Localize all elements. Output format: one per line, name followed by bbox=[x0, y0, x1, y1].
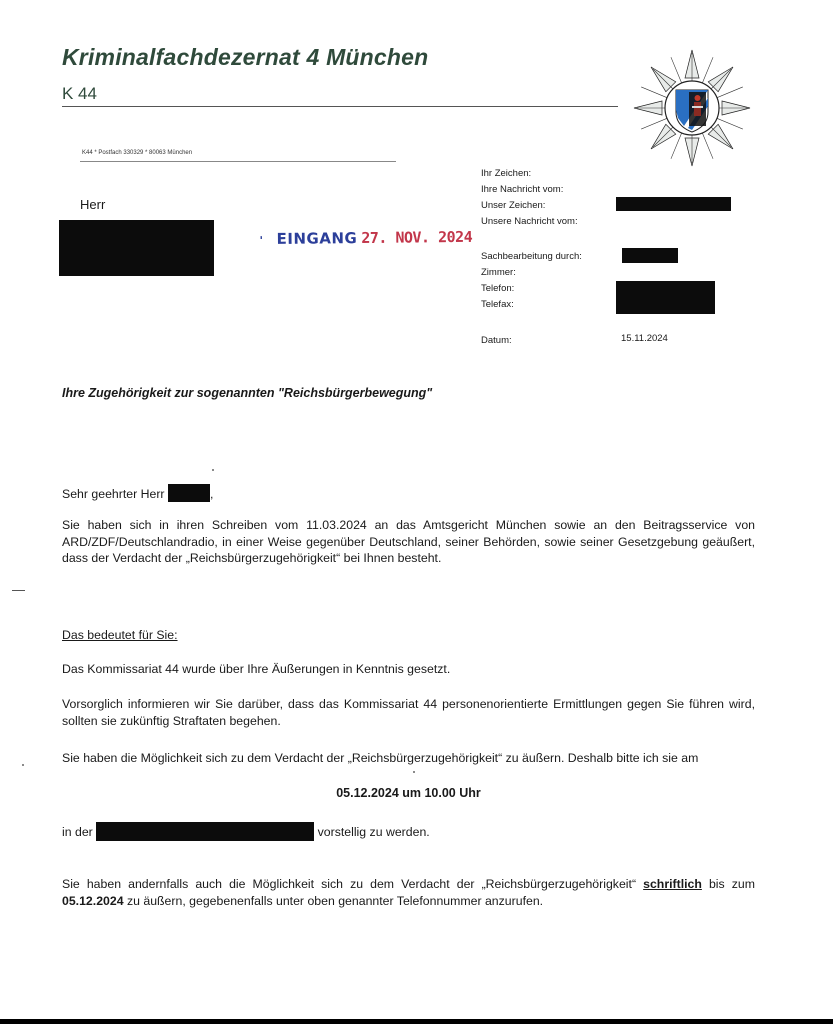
paragraph-allegation: Sie haben sich in ihren Schreiben vom 11.03.2024 an das Amtsgericht München sowie an den Beitragsservice von ARD/ZDF/Deutschlandradio, in einer Weise gegenüber Deutschland, seiner Behörden, sowie seiner Gesetzgebung geäußert, dass der Verdacht der „Reichsbürgerzugehörigkeit“ bei Ihnen besteht. bbox=[62, 518, 755, 565]
para5-date: 05.12.2024 bbox=[62, 893, 124, 908]
sender-rule bbox=[80, 161, 396, 162]
received-stamp bbox=[258, 228, 472, 248]
greeting-name-redaction bbox=[168, 484, 210, 502]
location-prefix: in der bbox=[62, 825, 93, 839]
location-redaction bbox=[96, 822, 314, 841]
ref-telefon-redaction bbox=[616, 281, 715, 314]
letter-subject: Ihre Zugehörigkeit zur sogenannten "Reichsbürgerbewegung" bbox=[62, 386, 433, 400]
ref-label-unser-zeichen: Unser Zeichen: bbox=[481, 200, 546, 211]
paragraph-notified: Das Kommissariat 44 wurde über Ihre Äußerungen in Kenntnis gesetzt. bbox=[62, 662, 451, 676]
scan-speck bbox=[413, 771, 415, 773]
ref-label-ihr-zeichen: Ihr Zeichen: bbox=[481, 168, 532, 179]
scan-speck bbox=[212, 469, 214, 471]
ref-label-telefax: Telefax: bbox=[481, 299, 514, 310]
org-unit: K 44 bbox=[62, 84, 97, 103]
paragraph-written-option bbox=[62, 876, 755, 909]
police-star-badge-icon bbox=[628, 46, 756, 168]
para5-part3: zu äußern, gegebenenfalls unter oben genannter Telefonnummer anzurufen. bbox=[126, 893, 544, 908]
scan-speck bbox=[22, 764, 24, 766]
recipient-salutation: Herr bbox=[80, 197, 106, 212]
ref-label-unsere-nachricht: Unsere Nachricht vom: bbox=[481, 216, 578, 227]
letter-greeting bbox=[62, 484, 755, 503]
ref-label-datum: Datum: bbox=[481, 335, 512, 346]
para5-part1: Sie haben andernfalls auch die Möglichkeit sich zu dem Verdacht der „Reichsbürgerzugehörigkeit“ bbox=[62, 877, 637, 891]
location-line bbox=[62, 822, 755, 841]
recipient-address-redaction bbox=[59, 220, 214, 276]
ref-label-zimmer: Zimmer: bbox=[481, 267, 516, 278]
ref-label-ihre-nachricht: Ihre Nachricht vom: bbox=[481, 184, 564, 195]
paragraph-statement-option: Sie haben die Möglichkeit sich zu dem Verdacht der „Reichsbürgerzugehörigkeit“ zu äußern. Deshalb bitte ich sie am bbox=[62, 751, 699, 765]
header-rule bbox=[62, 106, 618, 107]
greeting-comma: , bbox=[209, 487, 214, 501]
greeting-text: Sehr geehrter Herr bbox=[62, 487, 165, 501]
scan-margin-mark bbox=[12, 590, 25, 591]
para5-part2: bis zum bbox=[708, 877, 755, 891]
ref-unser-zeichen-redaction bbox=[616, 197, 731, 211]
org-title: Kriminalfachdezernat 4 München bbox=[62, 44, 429, 70]
para5-emphasis: schriftlich bbox=[643, 877, 702, 891]
section-heading: Das bedeutet für Sie: bbox=[62, 628, 178, 642]
ref-date-value: 15.11.2024 bbox=[621, 333, 668, 344]
sender-address-line: K44 * Postfach 330329 * 80063 München bbox=[82, 150, 193, 156]
stamp-date: 27. NOV. 2024 bbox=[361, 227, 473, 248]
ref-sachbearbeitung-redaction bbox=[622, 248, 678, 263]
scan-bottom-edge bbox=[0, 1019, 833, 1024]
ref-label-telefon: Telefon: bbox=[481, 283, 515, 294]
stamp-tick: ' bbox=[257, 234, 265, 248]
ref-label-sachbearbeitung: Sachbearbeitung durch: bbox=[481, 251, 582, 262]
appointment-datetime: 05.12.2024 um 10.00 Uhr bbox=[336, 786, 481, 800]
paragraph-investigation: Vorsorglich informieren wir Sie darüber, dass das Kommissariat 44 personenorientierte Ermittlungen gegen Sie führen wird, sollten sie zukünftig Straftaten begehen. bbox=[62, 697, 755, 728]
stamp-word: EINGANG bbox=[276, 229, 358, 248]
location-suffix: vorstellig zu werden. bbox=[317, 825, 430, 839]
